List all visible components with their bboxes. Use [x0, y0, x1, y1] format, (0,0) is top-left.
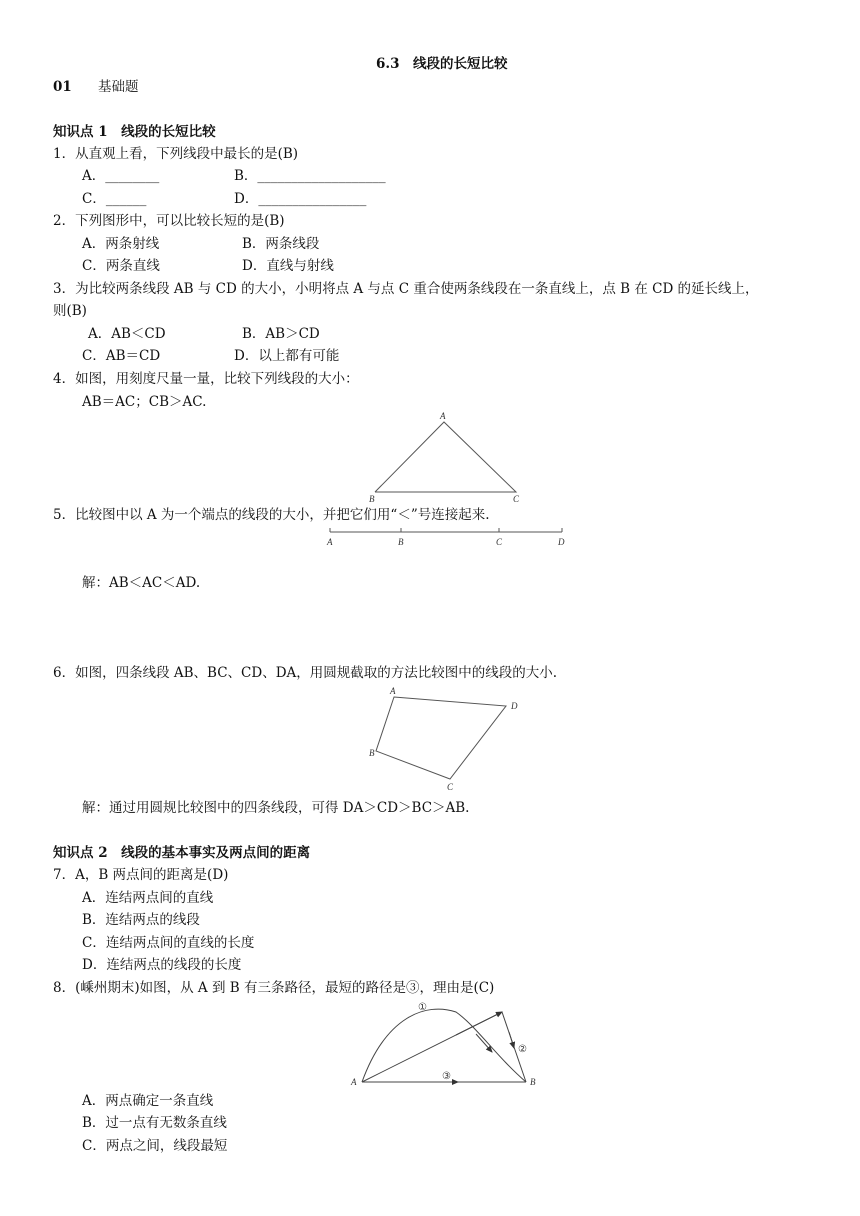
triangle-figure: [366, 410, 536, 505]
question-2-option-a: A．两条射线: [82, 236, 160, 252]
question-5-stem: 5．比较图中以 A 为一个端点的线段的大小，并把它们用“＜”号连接起来.: [53, 507, 490, 523]
knowledge-point-1-heading: 知识点 1 线段的长短比较: [53, 124, 216, 140]
segment-figure: [322, 524, 572, 550]
triangle-label-a: A: [440, 411, 446, 421]
quad-label-d: D: [511, 701, 518, 711]
question-3-stem-line2: 则(B): [53, 303, 87, 319]
page-title: 6.3 线段的长短比较: [376, 56, 508, 72]
knowledge-point-2-heading: 知识点 2 线段的基本事实及两点间的距离: [53, 845, 311, 861]
question-8-stem: 8．(嵊州期末)如图，从 A 到 B 有三条路径，最短的路径是③，理由是(C): [53, 980, 495, 996]
section-label: 基础题: [98, 79, 139, 95]
question-8-option-c: C．两点之间，线段最短: [82, 1138, 228, 1154]
question-1-option-c: C．______: [82, 191, 147, 207]
segment-label-a: A: [327, 537, 333, 547]
paths-label-b: B: [530, 1077, 536, 1087]
segment-label-c: C: [496, 537, 503, 547]
paths-figure: [346, 996, 546, 1090]
question-7-option-c: C．连结两点间的直线的长度: [82, 935, 255, 951]
paths-label-a: A: [351, 1077, 357, 1087]
question-2-option-b: B．两条线段: [242, 236, 320, 252]
question-3-option-c: C．AB＝CD: [82, 348, 161, 364]
segment-label-b: B: [398, 537, 404, 547]
question-6-answer: 解：通过用圆规比较图中的四条线段，可得 DA＞CD＞BC＞AB.: [82, 800, 470, 816]
question-8-option-a: A．两点确定一条直线: [82, 1093, 214, 1109]
section-number: 01: [53, 79, 72, 95]
path-1-label: ①: [418, 1002, 427, 1013]
question-1-option-d: D．________________: [234, 191, 367, 207]
question-5-answer: 解：AB＜AC＜AD.: [82, 575, 201, 591]
question-3-option-d: D．以上都有可能: [234, 348, 340, 364]
question-1-option-a: A．________: [82, 168, 160, 184]
question-8-option-b: B．过一点有无数条直线: [82, 1115, 227, 1131]
question-7-option-b: B．连结两点的线段: [82, 912, 200, 928]
question-1-stem: 1．从直观上看，下列线段中最长的是(B): [53, 146, 299, 162]
question-3-stem-line1: 3．为比较两条线段 AB 与 CD 的大小，小明将点 A 与点 C 重合使两条线段在一条直线上，点 B 在 CD 的延长线上，: [53, 281, 759, 297]
quad-label-a: A: [390, 686, 396, 696]
question-3-option-b: B．AB＞CD: [242, 326, 320, 342]
quadrilateral-figure: [364, 684, 530, 796]
question-7-option-d: D．连结两点的线段的长度: [82, 957, 242, 973]
quad-label-b: B: [369, 748, 375, 758]
triangle-label-c: C: [513, 494, 520, 504]
question-3-option-a: A．AB＜CD: [88, 326, 166, 342]
path-3-label: ③: [442, 1071, 451, 1082]
question-7-option-a: A．连结两点间的直线: [82, 890, 214, 906]
question-4-stem: 4．如图，用刻度尺量一量，比较下列线段的大小：: [53, 371, 359, 387]
question-4-answer: AB＝AC；CB＞AC.: [82, 394, 207, 410]
question-1-option-b: B．___________________: [234, 168, 386, 184]
segment-label-d: D: [558, 537, 565, 547]
question-2-stem: 2．下列图形中，可以比较长短的是(B): [53, 213, 285, 229]
question-2-option-c: C．两条直线: [82, 258, 160, 274]
triangle-label-b: B: [369, 494, 375, 504]
question-7-stem: 7．A，B 两点间的距离是(D): [53, 867, 229, 883]
question-2-option-d: D．直线与射线: [242, 258, 334, 274]
quad-label-c: C: [447, 782, 454, 792]
question-6-stem: 6．如图，四条线段 AB、BC、CD、DA，用圆规截取的方法比较图中的线段的大小.: [53, 665, 558, 681]
path-2-label: ②: [518, 1044, 527, 1055]
